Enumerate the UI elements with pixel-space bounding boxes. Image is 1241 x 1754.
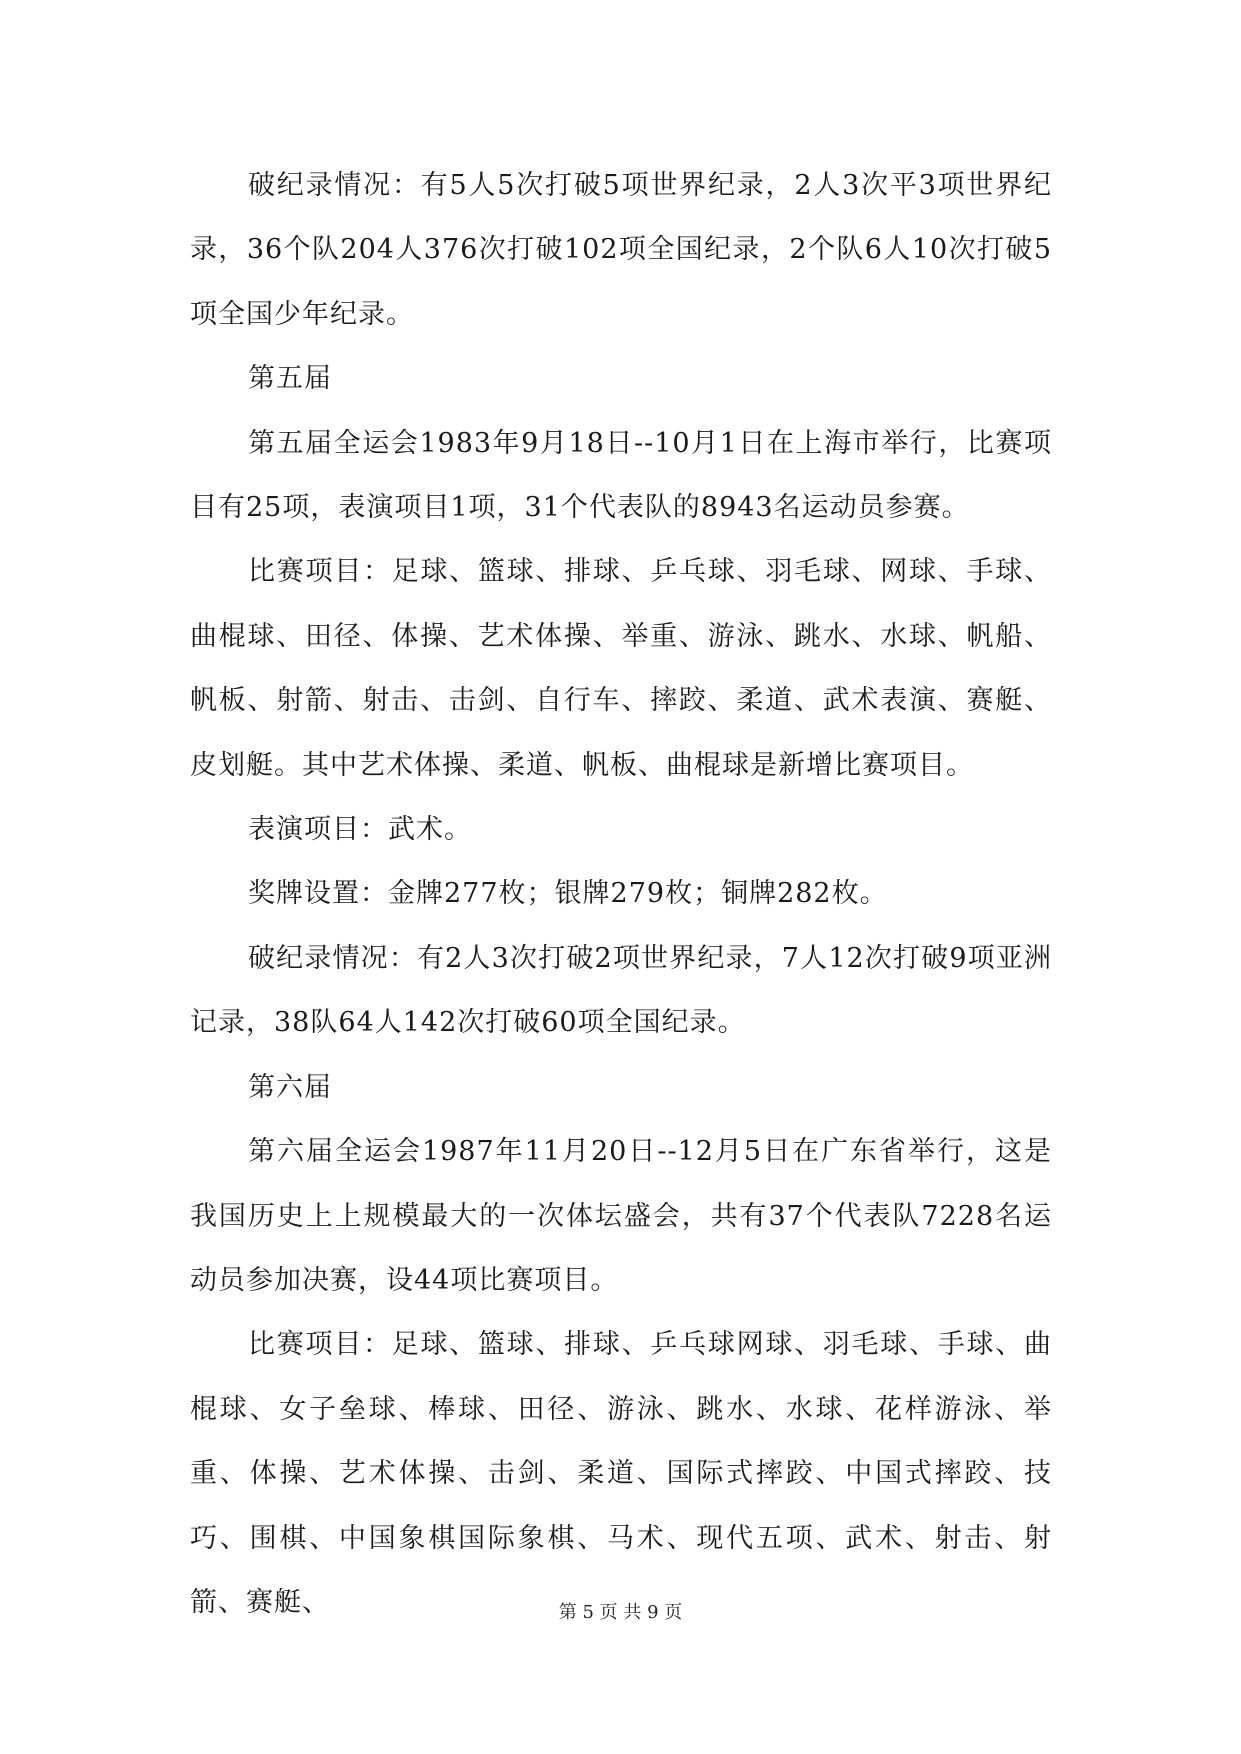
paragraph-sixth-games-events: 比赛项目：足球、篮球、排球、乒乓球网球、羽毛球、手球、曲棍球、女子垒球、棒球、田径、游泳、跳水、水球、花样游泳、举重、体操、艺术体操、击剑、柔道、国际式摔跤、中国式摔跤、技巧、围棋、中国象棋国际象棋、马术、现代五项、武术、射击、射箭、赛艇、 [190,1329,1052,1618]
paragraph-sixth-games-intro: 第六届全运会1987年11月20日--12月5日在广东省举行，这是我国历史上上规模最大的一次体坛盛会，共有37个代表队7228名运动员参加决赛，设44项比赛项目。 [190,1136,1052,1296]
paragraph-fifth-games-demo: 表演项目：武术。 [248,814,472,846]
paragraph-record-summary-4th: 破纪录情况：有5人5次打破5项世界纪录，2人3次平3项世界纪录，36个队204人376次打破102项全国纪录，2个队6人10次打破5项全国少年纪录。 [190,170,1052,330]
paragraph-fifth-games-events: 比赛项目：足球、篮球、排球、乒乓球、羽毛球、网球、手球、曲棍球、田径、体操、艺术体操、举重、游泳、跳水、水球、帆船、帆板、射箭、射击、击剑、自行车、摔跤、柔道、武术表演、赛艇、皮划艇。其中艺术体操、柔道、帆板、曲棍球是新增比赛项目。 [190,556,1052,781]
heading-fifth-games: 第五届 [248,363,332,395]
heading-sixth-games: 第六届 [248,1071,332,1103]
paragraph-fifth-games-medals: 奖牌设置：金牌277枚；银牌279枚；铜牌282枚。 [248,878,888,910]
paragraph-fifth-games-records: 破纪录情况：有2人3次打破2项世界纪录，7人12次打破9项亚洲记录，38队64人142次打破60项全国纪录。 [190,942,1052,1039]
page-body [190,154,1052,1635]
page-footer: 第 5 页 共 9 页 [558,1602,683,1623]
paragraph-fifth-games-intro: 第五届全运会1983年9月18日--10月1日在上海市举行，比赛项目有25项，表演项目1项，31个代表队的8943名运动员参赛。 [190,427,1052,524]
